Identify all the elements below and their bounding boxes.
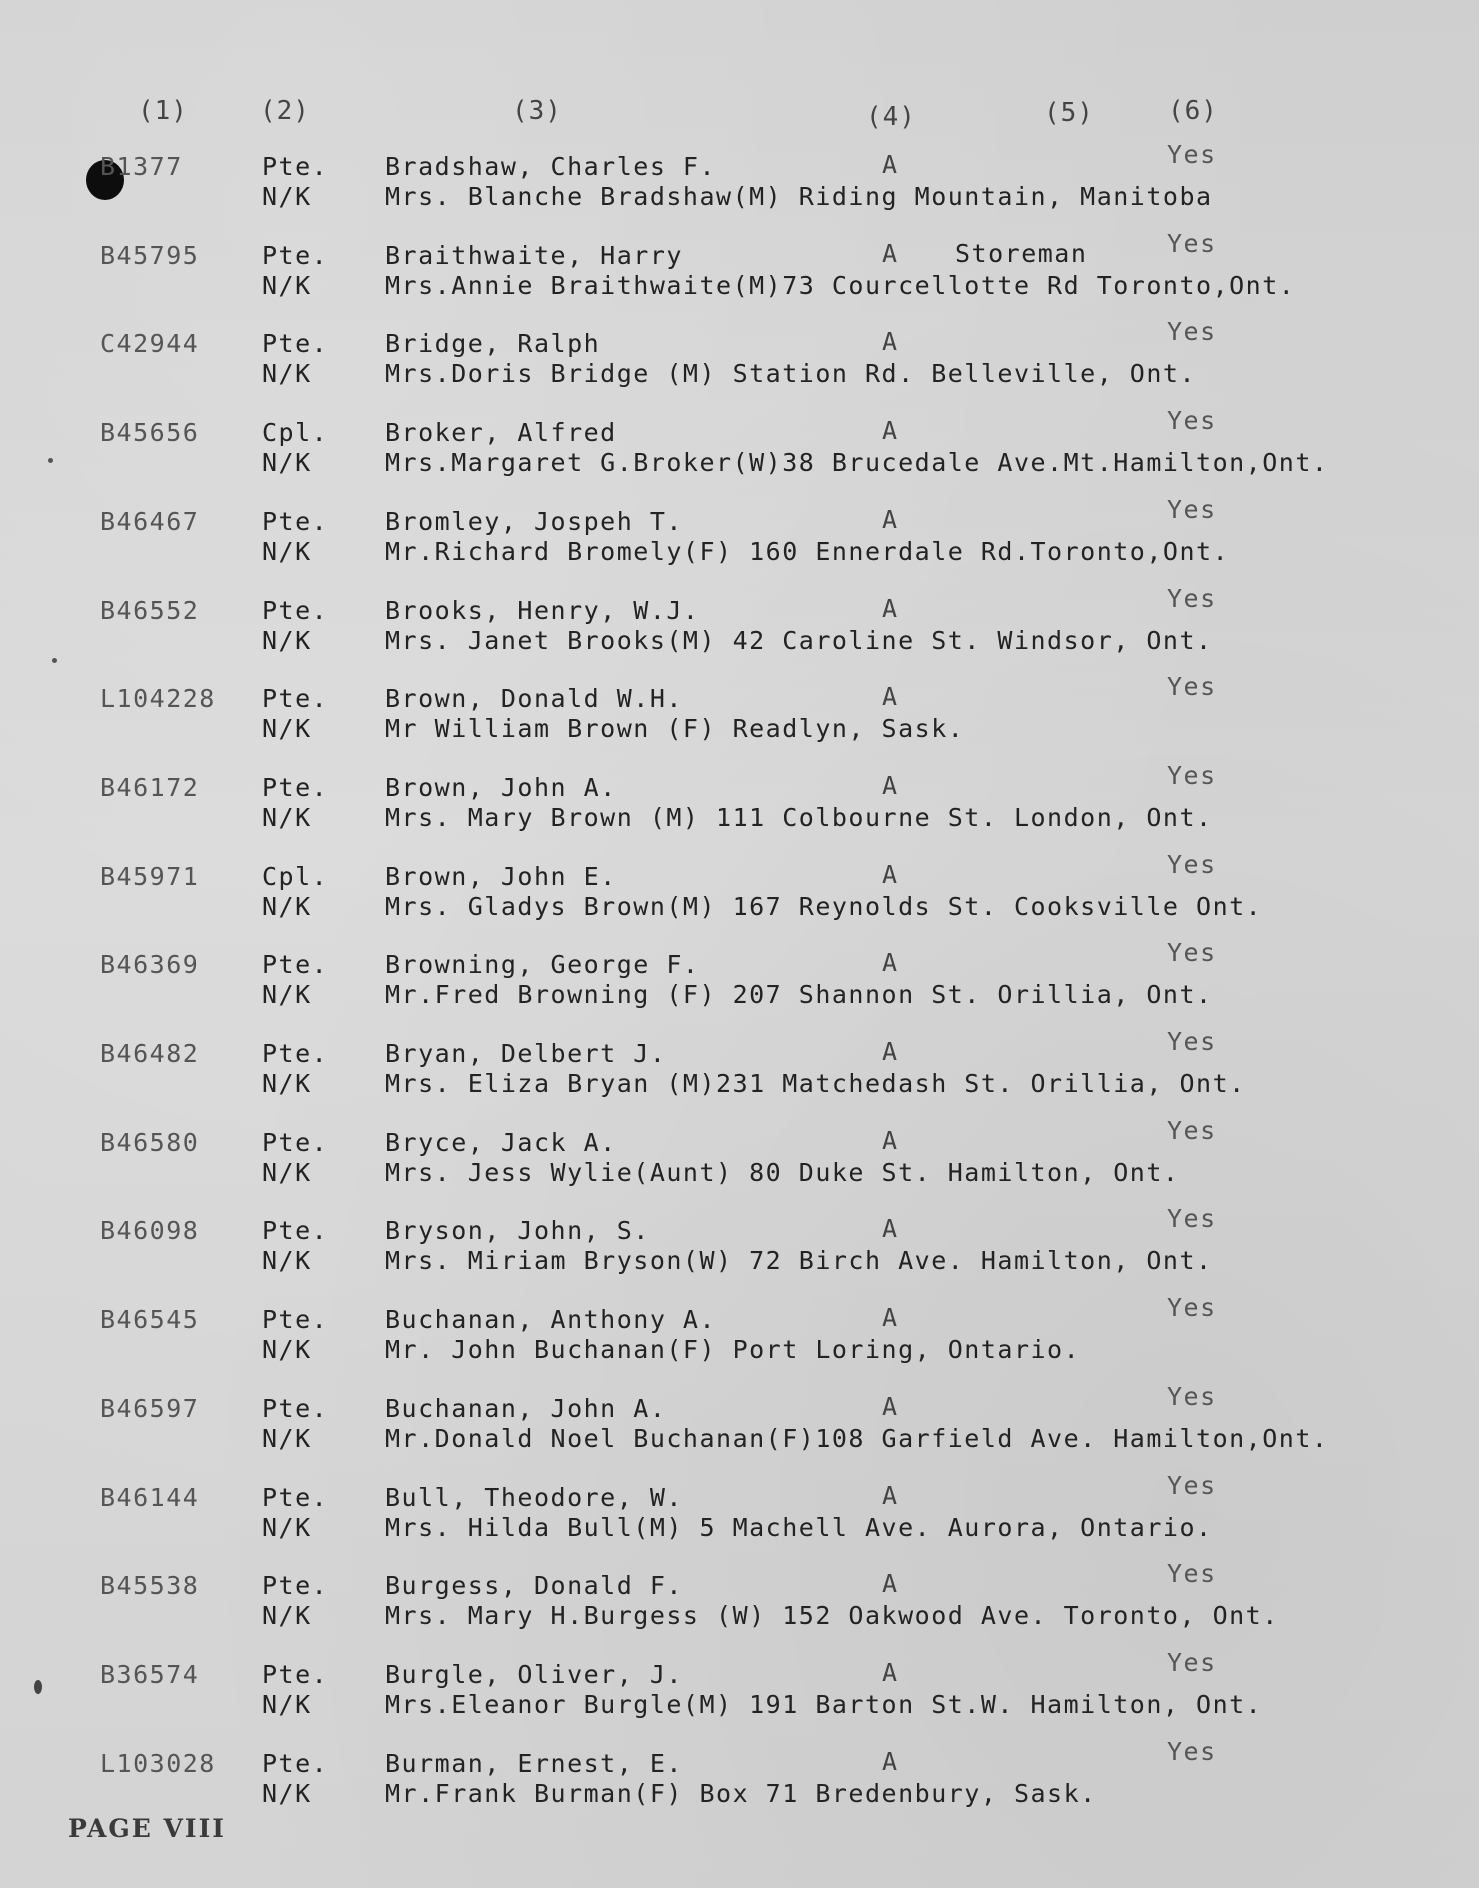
service-number: C42944 <box>100 329 200 359</box>
service-number: B46369 <box>100 950 200 980</box>
column-6-value: Yes <box>1167 1204 1217 1234</box>
soldier-name: Bradshaw, Charles F. <box>385 152 717 181</box>
next-of-kin-address: Mrs.Eleanor Burgle(M) 191 Barton St.W. Hamilton, Ont. <box>385 1689 1263 1719</box>
service-number: B46467 <box>100 506 200 536</box>
rank: Pte. <box>262 1748 329 1778</box>
service-number: B45656 <box>100 418 200 448</box>
soldier-name: Burgess, Donald F. <box>385 1571 683 1601</box>
column-header-1: (1) <box>138 96 188 126</box>
rank: Pte. <box>262 1571 329 1601</box>
rank: Pte. <box>262 1393 329 1423</box>
next-of-kin-address: Mrs.Annie Braithwaite(M)73 Courcellotte Rd Toronto,Ont. <box>385 270 1296 300</box>
list-item <box>0 1027 1479 1119</box>
column-4-value: A <box>882 1657 899 1687</box>
soldier-name: Burgle, Oliver, J. <box>385 1659 683 1689</box>
rank: Pte. <box>262 1216 329 1246</box>
service-number: L103028 <box>100 1748 216 1778</box>
next-of-kin-status: N/K <box>262 980 312 1010</box>
column-6-value: Yes <box>1167 1559 1217 1589</box>
rank: Cpl. <box>262 861 329 891</box>
service-number: L104228 <box>100 684 216 714</box>
service-number: B45795 <box>100 240 200 270</box>
column-6-value: Yes <box>1167 406 1217 436</box>
next-of-kin-address: Mrs. Miriam Bryson(W) 72 Birch Ave. Hamilton, Ont. <box>385 1246 1213 1276</box>
list-item <box>0 1470 1479 1563</box>
column-4-value: A <box>882 593 899 623</box>
column-6-value: Yes <box>1167 1381 1217 1411</box>
service-number: B46580 <box>100 1127 200 1157</box>
list-item <box>0 1204 1479 1296</box>
next-of-kin-status: N/K <box>262 1601 312 1631</box>
column-6-value: Yes <box>1167 1647 1217 1677</box>
next-of-kin-address: Mr William Brown (F) Readlyn, Sask. <box>385 714 965 744</box>
next-of-kin-status: N/K <box>262 802 312 832</box>
service-number: B45538 <box>100 1571 200 1601</box>
column-4-value: A <box>882 238 899 268</box>
column-4-value: A <box>882 1746 899 1776</box>
next-of-kin-status: N/K <box>262 448 312 478</box>
column-header-3: (3) <box>512 96 562 126</box>
list-item <box>0 1381 1479 1474</box>
column-4-value: A <box>882 859 899 889</box>
service-number: B46552 <box>100 595 200 625</box>
soldier-name: Buchanan, Anthony A. <box>385 1305 717 1335</box>
column-6-value: Yes <box>1167 938 1217 968</box>
list-item <box>0 938 1479 1030</box>
column-4-value: A <box>882 1214 899 1244</box>
service-number: B46597 <box>100 1393 200 1423</box>
column-header-5: (5) <box>1044 98 1094 128</box>
soldier-name: Braithwaite, Harry <box>385 240 683 270</box>
column-6-value: Yes <box>1167 1470 1217 1500</box>
next-of-kin-address: Mrs. Gladys Brown(M) 167 Reynolds St. Cooksville Ont. <box>385 891 1263 921</box>
column-header-2: (2) <box>260 96 310 126</box>
rank: Pte. <box>262 1305 329 1335</box>
column-6-value: Yes <box>1167 1293 1217 1323</box>
column-4-value: A <box>882 327 899 357</box>
column-6-value: Yes <box>1167 583 1217 613</box>
soldier-name: Brown, Donald W.H. <box>385 684 683 714</box>
column-6-value: Yes <box>1167 672 1217 702</box>
rank: Cpl. <box>262 418 329 448</box>
column-4-value: A <box>882 150 899 179</box>
next-of-kin-status: N/K <box>262 1689 312 1719</box>
service-number: B46098 <box>100 1216 200 1246</box>
column-4-value: A <box>882 416 899 446</box>
next-of-kin-status: N/K <box>262 1246 312 1276</box>
column-4-value: A <box>882 1480 899 1510</box>
list-item <box>0 1293 1479 1385</box>
next-of-kin-status: N/K <box>262 714 312 744</box>
service-number: B46545 <box>100 1305 200 1335</box>
column-6-value: Yes <box>1167 317 1217 347</box>
next-of-kin-address: Mrs.Margaret G.Broker(W)38 Brucedale Ave.Mt.Hamilton,Ont. <box>385 448 1329 478</box>
next-of-kin-status: N/K <box>262 1335 312 1365</box>
column-4-value: A <box>882 1303 899 1333</box>
next-of-kin-status: N/K <box>262 536 312 566</box>
rank: Pte. <box>262 772 329 802</box>
next-of-kin-status: N/K <box>262 1069 312 1098</box>
next-of-kin-status: N/K <box>262 1423 312 1453</box>
rank: Pte. <box>262 1482 329 1512</box>
next-of-kin-address: Mr. John Buchanan(F) Port Loring, Ontario. <box>385 1335 1081 1365</box>
soldier-name: Buchanan, John A. <box>385 1393 667 1423</box>
column-4-value: A <box>882 948 899 978</box>
service-number: B46144 <box>100 1482 200 1512</box>
soldier-name: Bull, Theodore, W. <box>385 1482 683 1512</box>
list-item <box>0 494 1479 587</box>
soldier-name: Burman, Ernest, E. <box>385 1748 683 1778</box>
soldier-name: Bridge, Ralph <box>385 329 601 359</box>
soldier-name: Bromley, Jospeh T. <box>385 506 683 536</box>
soldier-name: Brown, John A. <box>385 772 617 802</box>
next-of-kin-status: N/K <box>262 625 312 655</box>
next-of-kin-status: N/K <box>262 1778 312 1808</box>
column-6-value: Yes <box>1167 494 1217 524</box>
list-item <box>0 672 1479 764</box>
list-item <box>0 406 1479 498</box>
next-of-kin-status: N/K <box>262 1512 312 1542</box>
rank: Pte. <box>262 1039 329 1068</box>
list-item <box>0 760 1479 853</box>
next-of-kin-status: N/K <box>262 182 312 211</box>
service-number: B36574 <box>100 1659 200 1689</box>
rank: Pte. <box>262 1127 329 1157</box>
rank: Pte. <box>262 1659 329 1689</box>
column-6-value: Yes <box>1167 1115 1217 1145</box>
column-4-value: A <box>882 1125 899 1155</box>
next-of-kin-address: Mr.Richard Bromely(F) 160 Ennerdale Rd.Toronto,Ont. <box>385 536 1230 566</box>
next-of-kin-address: Mrs. Mary Brown (M) 111 Colbourne St. London, Ont. <box>385 802 1213 832</box>
rank: Pte. <box>262 950 329 980</box>
list-item <box>0 140 1479 232</box>
column-4-value: A <box>882 682 899 712</box>
list-item <box>0 228 1479 321</box>
rank: Pte. <box>262 506 329 536</box>
soldier-name: Broker, Alfred <box>385 418 617 448</box>
next-of-kin-address: Mrs.Doris Bridge (M) Station Rd. Belleville, Ont. <box>385 359 1197 389</box>
next-of-kin-address: Mrs. Mary H.Burgess (W) 152 Oakwood Ave. Toronto, Ont. <box>385 1601 1279 1631</box>
soldier-name: Bryson, John, S. <box>385 1216 650 1246</box>
column-5-value: Storeman <box>955 238 1088 268</box>
service-number: B45971 <box>100 861 200 891</box>
next-of-kin-status: N/K <box>262 891 312 921</box>
column-header-4: (4) <box>866 102 916 132</box>
list-item <box>0 849 1479 942</box>
rank: Pte. <box>262 329 329 359</box>
service-number: B46172 <box>100 772 200 802</box>
column-4-value: A <box>882 1391 899 1421</box>
next-of-kin-address: Mrs. Eliza Bryan (M)231 Matchedash St. Orillia, Ont. <box>385 1069 1246 1098</box>
rank: Pte. <box>262 684 329 714</box>
column-4-value: A <box>882 770 899 800</box>
next-of-kin-status: N/K <box>262 270 312 300</box>
column-4-value: A <box>882 1569 899 1599</box>
column-6-value: Yes <box>1167 760 1217 790</box>
service-number: B1377 <box>100 152 183 181</box>
list-item <box>0 317 1479 409</box>
soldier-name: Bryce, Jack A. <box>385 1127 617 1157</box>
list-item <box>0 1647 1479 1740</box>
column-6-value: Yes <box>1167 1736 1217 1766</box>
column-6-value: Yes <box>1167 228 1217 258</box>
next-of-kin-address: Mr.Frank Burman(F) Box 71 Bredenbury, Sask. <box>385 1778 1097 1808</box>
list-item <box>0 1559 1479 1651</box>
column-6-value: Yes <box>1167 849 1217 879</box>
column-6-value: Yes <box>1167 1027 1217 1056</box>
next-of-kin-address: Mrs. Blanche Bradshaw(M) Riding Mountain, Manitoba <box>385 182 1213 211</box>
rank: Pte. <box>262 152 329 181</box>
next-of-kin-address: Mr.Fred Browning (F) 207 Shannon St. Orillia, Ont. <box>385 980 1213 1010</box>
column-4-value: A <box>882 504 899 534</box>
list-item <box>0 583 1479 676</box>
next-of-kin-address: Mrs. Janet Brooks(M) 42 Caroline St. Windsor, Ont. <box>385 625 1213 655</box>
page-footer: PAGE VIII <box>68 1814 226 1843</box>
next-of-kin-status: N/K <box>262 359 312 389</box>
column-header-6: (6) <box>1168 96 1218 126</box>
next-of-kin-address: Mr.Donald Noel Buchanan(F)108 Garfield Ave. Hamilton,Ont. <box>385 1423 1329 1453</box>
soldier-name: Brooks, Henry, W.J. <box>385 595 700 625</box>
next-of-kin-address: Mrs. Jess Wylie(Aunt) 80 Duke St. Hamilton, Ont. <box>385 1157 1180 1187</box>
rank: Pte. <box>262 240 329 270</box>
column-6-value: Yes <box>1167 140 1217 169</box>
soldier-name: Bryan, Delbert J. <box>385 1039 667 1068</box>
next-of-kin-address: Mrs. Hilda Bull(M) 5 Machell Ave. Aurora, Ontario. <box>385 1512 1213 1542</box>
service-number: B46482 <box>100 1039 200 1068</box>
next-of-kin-status: N/K <box>262 1157 312 1187</box>
column-4-value: A <box>882 1037 899 1066</box>
soldier-name: Browning, George F. <box>385 950 700 980</box>
soldier-name: Brown, John E. <box>385 861 617 891</box>
list-item <box>0 1115 1479 1208</box>
rank: Pte. <box>262 595 329 625</box>
